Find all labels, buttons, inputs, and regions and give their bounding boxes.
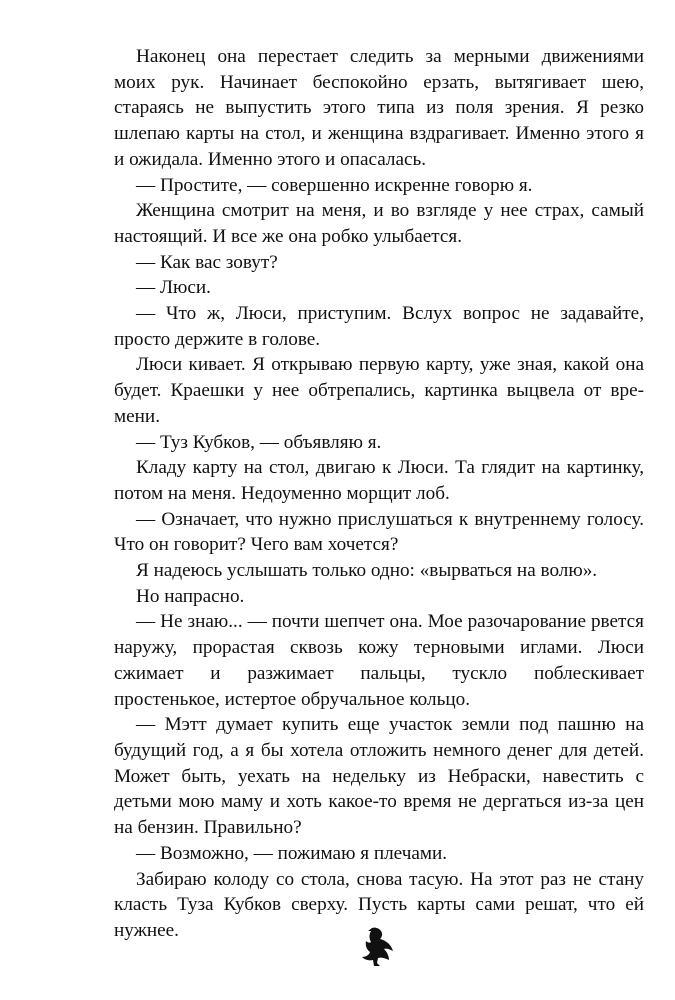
paragraph: Кладу карту на стол, двигаю к Люси. Та глядит на картинку, потом на меня. Недоуменно морщит лоб. bbox=[114, 457, 644, 504]
paragraph: Но напрасно. bbox=[136, 585, 245, 607]
paragraph: Люси кивает. Я открываю первую карту, уже зная, какой она будет. Краешки у нее обтрепались, картинка выцвела от времени. bbox=[114, 354, 644, 427]
paragraph: — Туз Кубков, — объявляю я. bbox=[136, 431, 382, 453]
paragraph: Я надеюсь услышать только одно: «вырваться на волю». bbox=[136, 560, 598, 582]
paragraph: — Означает, что нужно прислушаться к внутреннему голосу. Что он говорит? Чего вам хочется? bbox=[114, 508, 644, 556]
bird-icon bbox=[358, 926, 394, 968]
paragraph: Женщина смотрит на меня, и во взгляде у нее страх, самый настоящий. И все же она робко улыбается. bbox=[114, 200, 644, 247]
paragraph: Наконец она перестает следить за мерными движениями моих рук. Начинает беспокойно ерзать, вытягивает шею, стараясь не выпустить этого типа из поля зрения. Я резко шлепаю карты на стол, и женщина вздрагивает. Именно этого я и ожидала. Именно этого и опасалась. bbox=[114, 46, 644, 170]
book-page-text bbox=[114, 44, 644, 944]
paragraph: — Возможно, — пожимаю я плечами. bbox=[136, 842, 448, 864]
paragraph: — Как вас зовут? bbox=[136, 251, 278, 273]
paragraph: — Мэтт думает купить еще участок земли под пашню на будущий год, а я бы хотела отложить немного денег для детей. Может быть, уехать на недельку из Небраски, навестить с детьми мою маму и хоть какое-то время не дергаться из-за цен на бензин. Правильно? bbox=[114, 714, 644, 839]
paragraph: — Не знаю... — почти шепчет она. Мое разочарование рвется наружу, прорастая сквозь кожу терновыми иглами. Люси сжимает и разжимает пальцы, тускло поблескивает простенькое, истертое обручальное кольцо. bbox=[114, 611, 644, 710]
paragraph: Забираю колоду со стола, снова тасую. На этот раз не стану класть Туза Кубков сверху. Пусть карты сами решат, что ей нужнее. bbox=[114, 868, 644, 941]
paragraph: — Что ж, Люси, приступим. Вслух вопрос не задавайте, просто держите в голове. bbox=[114, 303, 644, 350]
paragraph: — Люси. bbox=[136, 277, 211, 299]
paragraph: — Простите, — совершенно искренне говорю я. bbox=[136, 174, 533, 196]
